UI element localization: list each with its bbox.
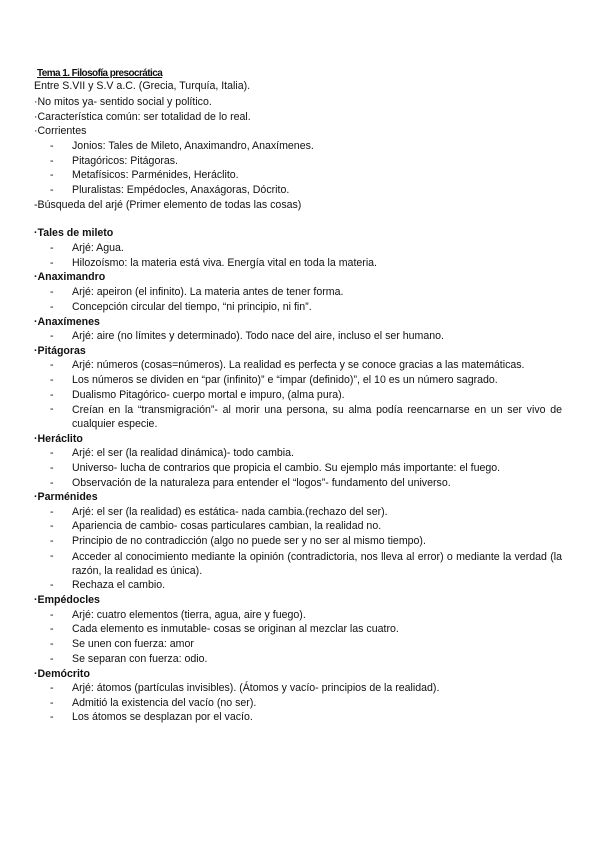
intro-line: ·Corrientes bbox=[34, 125, 87, 137]
section-heading: ·Anaximandro bbox=[34, 271, 106, 283]
section-heading: ·Parménides bbox=[34, 491, 98, 503]
section-heading: ·Demócrito bbox=[34, 668, 90, 680]
intro-line: ·No mitos ya- sentido social y político. bbox=[34, 96, 212, 108]
document-title: Tema 1. Filosofía presocrática bbox=[37, 67, 163, 79]
intro-line: ·Característica común: ser totalidad de lo real. bbox=[34, 111, 251, 123]
section-heading: ·Pitágoras bbox=[34, 345, 86, 357]
intro-line: Entre S.VII y S.V a.C. (Grecia, Turquía, Italia). bbox=[34, 80, 251, 92]
document-page: Tema 1. Filosofía presocrática Entre S.VII y S.V a.C. (Grecia, Turquía, Italia). ·No mitos ya- sentido social y político. ·Característica común: ser totalidad de lo real. ·Corrientes - Jonios: Tales de Mileto, Anaximandro, Anaxímenes. - Pitagóricos: Pitágoras. - Metafísicos: Parménides, Heráclito. - Pluralistas: Empédocles, Anaxágoras, Dócrito. -Búsqueda del arjé (Primer elemento de todas las cosas) ·Tales de mileto - Arjé: Agua. - Hilozoísmo: la materia está viva. Energía vital en toda la materia. ·Anaximandro - Arjé: apeiron (el infinito). La materia antes de tener forma. - Concepción circular del tiempo, “ni principio, ni fin”. ·Anaxímenes - Arjé: aire (no límites y determinado). Todo nace del aire, incluso el ser humano. ·Pitágoras - Arjé: números (cosas=números). La realidad es perfecta y se conoce gracias a las matemáticas. - Los números se dividen en “par (infinito)” e “impar (definido)”, el 10 es un número sagrado. - Dualismo Pitagórico- cuerpo mortal e impuro, (alma pura). - Creían en la “transmigración”- al morir una persona, su alma podía reencarnarse en un ser vivo de cualquier especie. ·Heráclito - Arjé: el ser (la realidad dinámica)- todo cambia. - Universo- lucha de contrarios que propicia el cambio. Su ejemplo más importante: el fuego. - Observación de la naturaleza para entender el “logos”- fundamento del universo. ·Parménides - Arjé: el ser (la realidad) es estática- nada cambia.(rechazo del ser). - Apariencia de cambio- cosas particulares cambian, la realidad no. - Principio de no contradicción (algo no puede ser y no ser al mismo tiempo). - Acceder al conocimiento mediante la opinión (contradictoria, nos lleva al error) o mediante la verdad (la razón, la realidad es única). - Rechaza el cambio. ·Empédocles - Arjé: cuatro elementos (tierra, agua, aire y fuego). - Cada elemento es inmutable- cosas se originan al mezclar las cuatro. - Se unen con fuerza: amor - Se separan con fuerza: odio. ·Demócrito - Arjé: átomos (partículas invisibles). (Átomos y vacío- principios de la realidad). - Admitió la existencia del vacío (no ser). - Los átomos se desplazan por el vacío. bbox=[34, 67, 562, 723]
list-item-text: Acceder al conocimiento mediante la opinión (contradictoria, nos lleva al error) o mediante la verdad (la razón, la realidad es única). bbox=[72, 551, 562, 577]
list-item-text: Creían en la “transmigración”- al morir una persona, su alma podía reencarnarse en un ser vivo de cualquier especie. bbox=[72, 404, 562, 430]
section-heading: ·Empédocles bbox=[34, 594, 100, 606]
section-heading: ·Heráclito bbox=[34, 433, 83, 445]
section-heading: ·Tales de mileto bbox=[34, 227, 114, 239]
section-heading: ·Anaxímenes bbox=[34, 316, 100, 328]
arje-line: -Búsqueda del arjé (Primer elemento de todas las cosas) bbox=[34, 199, 302, 211]
